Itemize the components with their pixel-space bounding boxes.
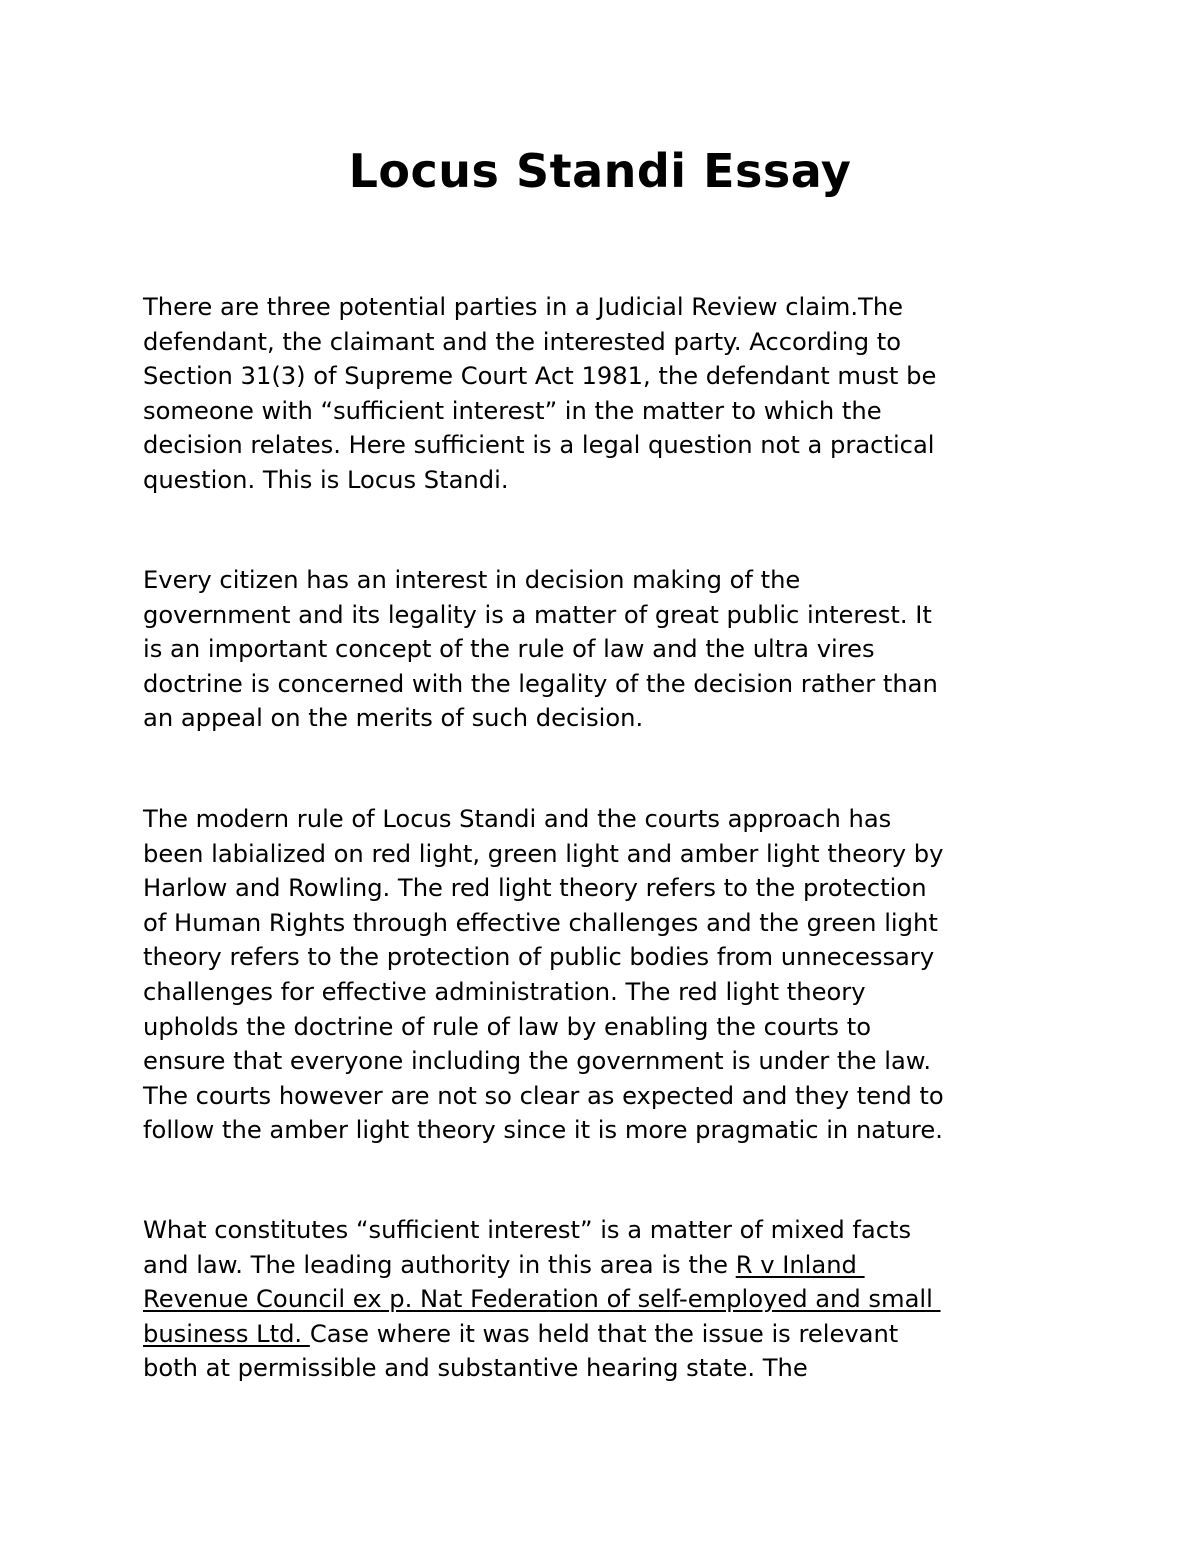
paragraph-1: [143, 290, 1063, 498]
paragraph-text: and law. The leading authority in this area is the: [143, 1250, 736, 1279]
document-title: Locus Standi Essay: [348, 144, 852, 198]
paragraph-4: [143, 1213, 1063, 1386]
paragraph-line: an appeal on the merits of such decision.: [143, 704, 644, 733]
paragraph-line: Section 31(3) of Supreme Court Act 1981, the defendant must be: [143, 362, 937, 391]
paragraph-line: is an important concept of the rule of law and the ultra vires: [143, 635, 875, 664]
paragraph-line: of Human Rights through effective challenges and the green light: [143, 908, 938, 937]
paragraph-line: Harlow and Rowling. The red light theory refers to the protection: [143, 874, 927, 903]
paragraph-3: [143, 802, 1063, 1148]
paragraph-line: [143, 1248, 1063, 1283]
case-citation-link[interactable]: Revenue Council ex p. Nat Federation of self-employed and small: [143, 1285, 941, 1314]
paragraph-line: decision relates. Here sufficient is a legal question not a practical: [143, 431, 935, 460]
paragraph-line: ensure that everyone including the government is under the law.: [143, 1047, 932, 1076]
paragraph-line: There are three potential parties in a Judicial Review claim.The: [143, 293, 904, 321]
paragraph-line: [143, 1317, 1063, 1352]
paragraph-line: someone with “sufficient interest” in the matter to which the: [143, 396, 882, 425]
paragraph-line: theory refers to the protection of public bodies from unnecessary: [143, 943, 935, 972]
paragraph-line: question. This is Locus Standi.: [143, 465, 509, 494]
paragraph-line: government and its legality is a matter of great public interest. It: [143, 600, 932, 629]
paragraph-text: Case where it was held that the issue is relevant: [309, 1319, 899, 1348]
paragraph-line: The courts however are not so clear as expected and they tend to: [143, 1081, 944, 1110]
paragraph-line: both at permissible and substantive hearing state. The: [143, 1354, 808, 1383]
paragraph-line: doctrine is concerned with the legality of the decision rather than: [143, 669, 938, 698]
paragraph-line: The modern rule of Locus Standi and the courts approach has: [143, 805, 892, 833]
paragraph-line: been labialized on red light, green light and amber light theory by: [143, 839, 944, 868]
paragraph-line: challenges for effective administration. The red light theory: [143, 977, 866, 1006]
paragraph-line: follow the amber light theory since it is more pragmatic in nature.: [143, 1116, 943, 1145]
paragraph-line: Every citizen has an interest in decision making of the: [143, 566, 801, 594]
paragraph-line: [143, 1282, 1063, 1317]
paragraph-line: What constitutes “sufficient interest” is a matter of mixed facts: [143, 1216, 912, 1244]
case-citation-link[interactable]: R v Inland: [735, 1250, 865, 1279]
paragraph-line: upholds the doctrine of rule of law by enabling the courts to: [143, 1012, 871, 1041]
paragraph-line: defendant, the claimant and the interested party. According to: [143, 327, 902, 356]
paragraph-2: [143, 563, 1063, 736]
case-citation-link[interactable]: business Ltd.: [143, 1319, 310, 1348]
